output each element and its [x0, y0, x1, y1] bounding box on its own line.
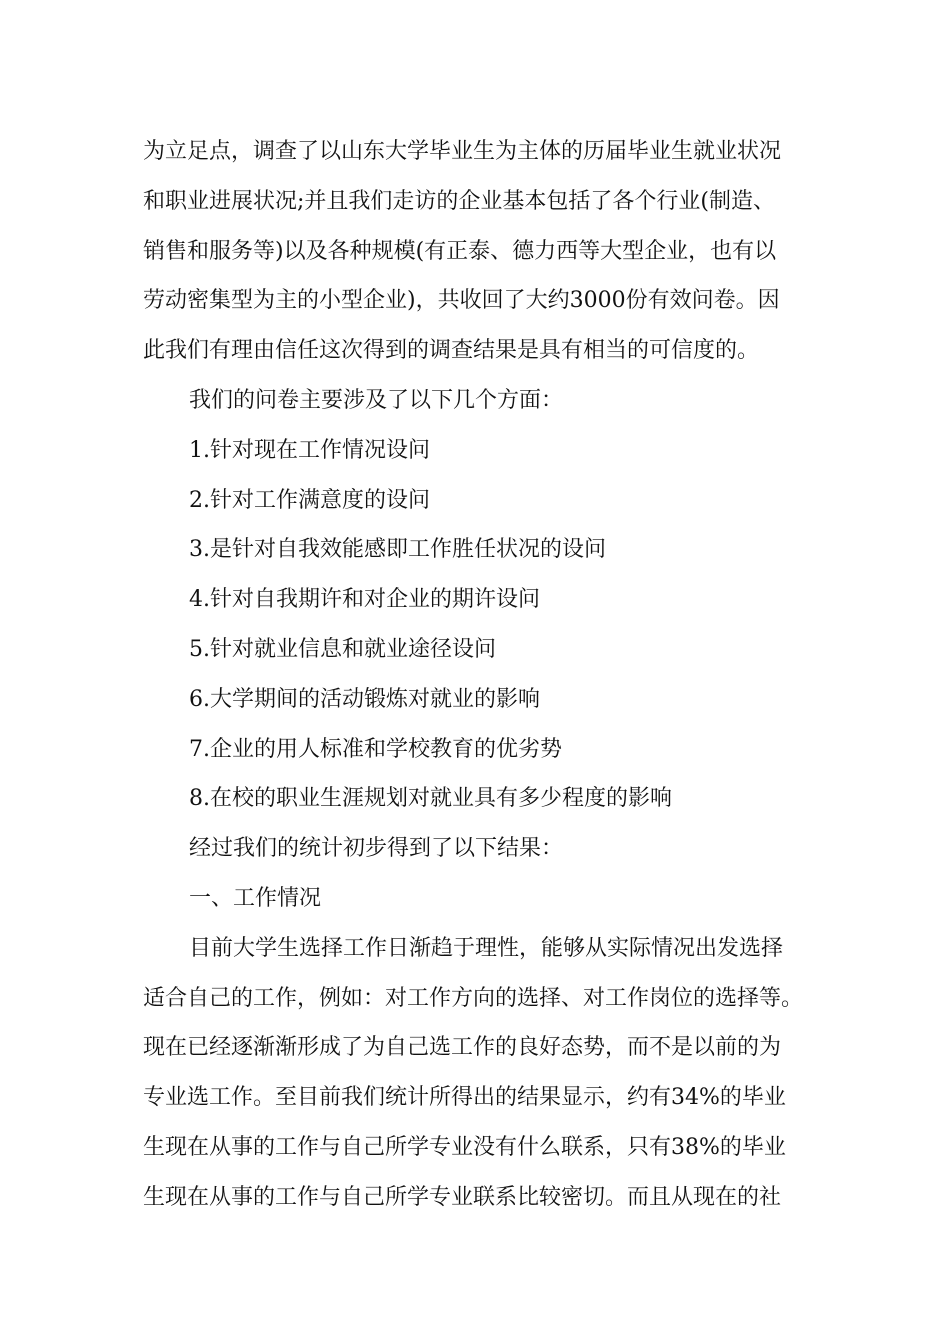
list-item: 1.针对现在工作情况设问	[189, 437, 430, 463]
questionnaire-intro: 我们的问卷主要涉及了以下几个方面：	[189, 387, 564, 413]
text-line: 劳动密集型为主的小型企业)，共收回了大约3000份有效问卷。因	[143, 288, 780, 314]
results-intro: 经过我们的统计初步得到了以下结果：	[189, 836, 564, 862]
list-item: 3.是针对自我效能感即工作胜任状况的设问	[189, 537, 606, 563]
text-line: 销售和服务等)以及各种规模(有正泰、德力西等大型企业，也有以	[143, 238, 777, 264]
text-line: 适合自己的工作，例如：对工作方向的选择、对工作岗位的选择等。	[143, 985, 804, 1011]
list-item: 2.针对工作满意度的设问	[189, 487, 430, 513]
text-line: 为立足点，调查了以山东大学毕业生为主体的历届毕业生就业状况	[143, 139, 782, 164]
text-line: 此我们有理由信任这次得到的调查结果是具有相当的可信度的。	[143, 338, 760, 364]
text-line: 现在已经逐渐渐形成了为自己选工作的良好态势，而不是以前的为	[143, 1035, 782, 1061]
text-line: 和职业进展状况;并且我们走访的企业基本包括了各个行业(制造、	[143, 188, 775, 214]
text-line: 专业选工作。至目前我们统计所得出的结果显示，约有34%的毕业	[143, 1085, 786, 1111]
text-line: 生现在从事的工作与自己所学专业没有什么联系，只有38%的毕业	[143, 1134, 786, 1160]
list-item: 8.在校的职业生涯规划对就业具有多少程度的影响	[189, 786, 672, 812]
text-line: 生现在从事的工作与自己所学专业联系比较密切。而且从现在的社	[143, 1184, 782, 1210]
section-heading: 一、工作情况	[189, 885, 322, 911]
list-item: 7.企业的用人标准和学校教育的优劣势	[189, 736, 562, 762]
list-item: 6.大学期间的活动锻炼对就业的影响	[189, 686, 540, 712]
text-line: 目前大学生选择工作日渐趋于理性，能够从实际情况出发选择	[189, 935, 784, 961]
list-item: 5.针对就业信息和就业途径设问	[189, 636, 496, 662]
document-body	[143, 127, 813, 1223]
list-item: 4.针对自我期许和对企业的期许设问	[189, 587, 540, 613]
